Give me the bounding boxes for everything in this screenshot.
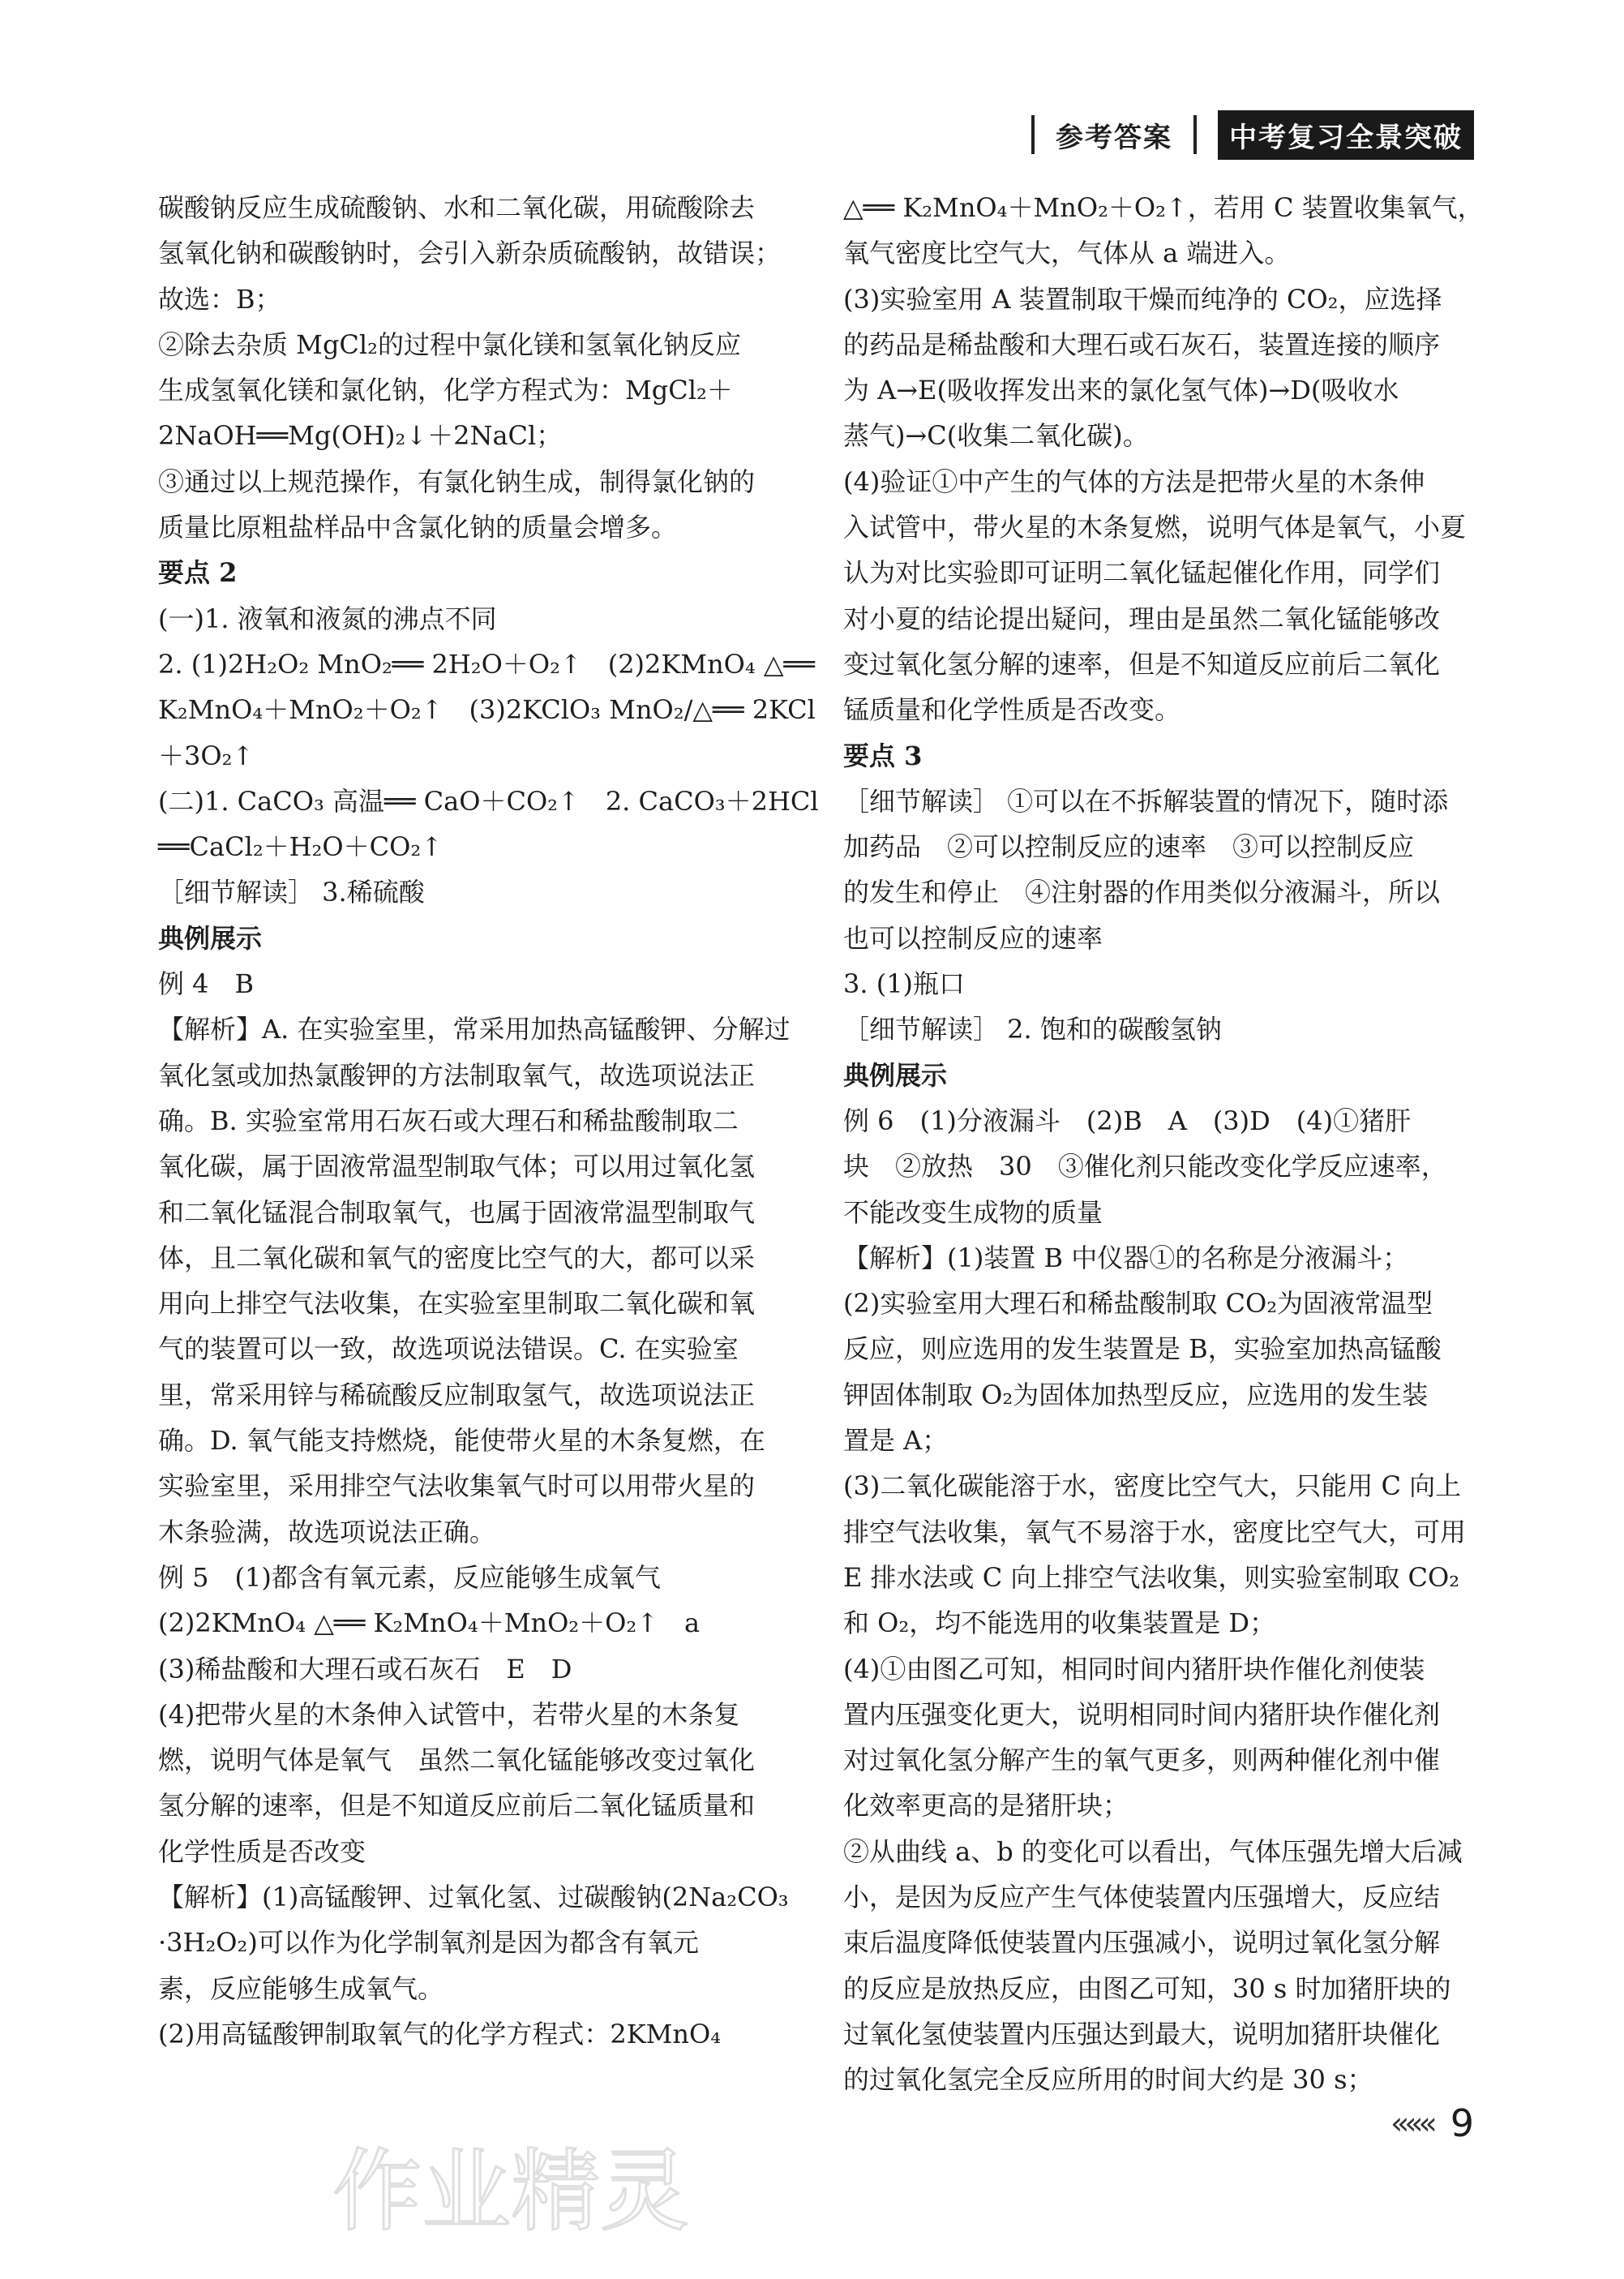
text-line: 化效率更高的是猪肝块； [843,1790,1129,1822]
text-line: 例 4 B [158,968,255,1000]
text-line: 和二氧化锰混合制取氧气，也属于固液常温型制取气 [158,1196,756,1228]
text-line: 例 6 (1)分液漏斗 (2)B A (3)D (4)①猪肝 [843,1105,1412,1136]
text-line: 也可以控制反应的速率 [843,922,1103,954]
text-line: 加药品 ②可以控制反应的速率 ③可以控制反应 [843,831,1415,863]
text-line: 氧化碳，属于固液常温型制取气体；可以用过氧化氢 [158,1151,756,1182]
section-heading: 要点 2 [158,557,238,589]
text-line: 入试管中，带火星的木条复燃，说明气体是氧气，小夏 [843,512,1467,543]
text-line: 里，常采用锌与稀硫酸反应制取氢气，故选项说法正 [158,1379,756,1410]
text-line: (2)用高锰酸钾制取氧气的化学方程式：2KMnO₄ [158,2018,722,2049]
text-line: (2)实验室用大理石和稀盐酸制取 CO₂为固液常温型 [843,1288,1433,1320]
text-line: 排空气法收集，氧气不易溶于水，密度比空气大，可用 [843,1516,1467,1547]
text-line: 确。B. 实验室常用石灰石或大理石和稀盐酸制取二 [158,1105,739,1136]
text-line: 氢氧化钠和碳酸钠时，会引入新杂质硫酸钠，故错误； [158,238,782,269]
text-line: 锰质量和化学性质是否改变。 [843,694,1181,726]
text-line: 体，且二氧化碳和氧气的密度比空气的大，都可以采 [158,1242,756,1273]
text-line: (2)2KMnO₄ △══ K₂MnO₄＋MnO₂＋O₂↑ a [158,1607,701,1639]
text-line: 用向上排空气法收集，在实验室里制取二氧化碳和氧 [158,1288,756,1320]
text-line: 的药品是稀盐酸和大理石或石灰石，装置连接的顺序 [843,328,1441,360]
text-line: 故选：B； [158,283,281,315]
text-line: ＋3O₂↑ [158,740,255,771]
text-line: ［细节解读］ 2. 饱和的碳酸氢钠 [843,1014,1222,1045]
text-line: (4)验证①中产生的气体的方法是把带火星的木条伸 [843,466,1425,497]
text-line: ［细节解读］ 3.稀硫酸 [158,877,425,908]
text-line: 例 5 (1)都含有氧元素，反应能够生成氧气 [158,1561,661,1593]
text-line: E 排水法或 C 向上排空气法收集，则实验室制取 CO₂ [843,1561,1460,1593]
text-line: 的反应是放热反应，由图乙可知，30 s 时加猪肝块的 [843,1972,1451,2004]
text-line: ②从曲线 a、b 的变化可以看出，气体压强先增大后减 [843,1835,1463,1867]
text-line: ［细节解读］ ①可以在不拆解装置的情况下，随时添 [843,785,1449,817]
text-line: 和 O₂，均不能选用的收集装置是 D； [843,1607,1276,1639]
text-line: ══CaCl₂＋H₂O＋CO₂↑ [158,831,443,863]
text-line: 【解析】(1)高锰酸钾、过氧化氢、过碳酸钠(2Na₂CO₃ [158,1881,789,1912]
text-line: 钾固体制取 O₂为固体加热型反应，应选用的发生装 [843,1379,1429,1410]
text-line: 置是 A； [843,1425,949,1457]
text-line: (二)1. CaCO₃ 高温══ CaO＋CO₂↑ 2. CaCO₃＋2HCl [158,785,819,817]
text-line: (4)①由图乙可知，相同时间内猪肝块作催化剂使装 [843,1653,1425,1685]
text-line: 的发生和停止 ④注射器的作用类似分液漏斗，所以 [843,877,1441,908]
text-line: K₂MnO₄＋MnO₂＋O₂↑ (3)2KClO₃ MnO₂/△══ 2KCl [158,694,816,726]
section-heading: 典例展示 [843,1059,948,1091]
chevron-left-icon: ««« [1390,2105,1433,2141]
text-line: 实验室里，采用排空气法收集氧气时可以用带火星的 [158,1470,756,1502]
section-heading: 典例展示 [158,922,263,954]
text-line: (3)实验室用 A 装置制取干燥而纯净的 CO₂，应选择 [843,283,1442,315]
text-line: 对过氧化氢分解产生的氧气更多，则两种催化剂中催 [843,1745,1441,1776]
text-line: △══ K₂MnO₄＋MnO₂＋O₂↑，若用 C 装置收集氧气， [843,192,1484,223]
text-line: 置内压强变化更大，说明相同时间内猪肝块作催化剂 [843,1698,1441,1730]
watermark-logo [324,2133,697,2247]
text-line: ③通过以上规范操作，有氯化钠生成，制得氯化钠的 [158,466,756,497]
svg-text:作业精灵: 作业精灵 [332,2140,689,2243]
text-line: 变过氧化氢分解的速率，但是不知道反应前后二氧化 [843,648,1441,680]
text-line: 氧化氢或加热氯酸钾的方法制取氧气，故选项说法正 [158,1059,756,1091]
page-header [1010,112,1474,157]
text-line: 蒸气)→C(收集二氧化碳)。 [843,420,1149,452]
text-line: 素，反应能够生成氧气。 [158,1972,444,2004]
text-line: 不能改变生成物的质量 [843,1196,1103,1228]
text-line: 认为对比实验即可证明二氧化锰起催化作用，同学们 [843,557,1441,589]
header-divider [1031,115,1035,154]
section-heading: 要点 3 [843,740,923,771]
text-line: (一)1. 液氧和液氮的沸点不同 [158,603,497,634]
page-footer [1390,2101,1474,2145]
header-label: 参考答案 [1056,121,1172,154]
text-line: 小，是因为反应产生气体使装置内压强增大，反应结 [843,1881,1441,1912]
text-line: 质量比原粗盐样品中含氯化钠的质量会增多。 [158,512,678,543]
text-line: 氢分解的速率，但是不知道反应前后二氧化锰质量和 [158,1790,756,1822]
right-column [843,185,1504,2102]
text-line: (3)二氧化碳能溶于水，密度比空气大，只能用 C 向上 [843,1470,1462,1502]
left-column [158,185,819,2057]
text-line: 确。D. 氧气能支持燃烧，能使带火星的木条复燃，在 [158,1425,765,1457]
header-divider [1193,115,1197,154]
text-line: 束后温度降低使装置内压强减小，说明过氧化氢分解 [843,1927,1441,1959]
text-line: ·3H₂O₂)可以作为化学制氧剂是因为都含有氧元 [158,1927,699,1959]
text-line: 反应，则应选用的发生装置是 B，实验室加热高锰酸 [843,1333,1442,1365]
text-line: 碳酸钠反应生成硫酸钠、水和二氧化碳，用硫酸除去 [158,192,756,223]
text-line: 木条验满，故选项说法正确。 [158,1516,496,1547]
text-line: 为 A→E(吸收挥发出来的氯化氢气体)→D(吸收水 [843,375,1399,406]
text-line: 氧气密度比空气大，气体从 a 端进入。 [843,238,1291,269]
text-line: 【解析】(1)装置 B 中仪器①的名称是分液漏斗； [843,1242,1409,1273]
text-line: 生成氢氧化镁和氯化钠，化学方程式为：MgCl₂＋ [158,375,733,406]
header-title: 中考复习全景突破 [1218,110,1474,160]
text-line: 的过氧化氢完全反应所用的时间大约是 30 s； [843,2064,1373,2096]
text-line: 过氧化氢使装置内压强达到最大，说明加猪肝块催化 [843,2018,1441,2049]
text-line: 化学性质是否改变 [158,1835,366,1867]
text-line: 2. (1)2H₂O₂ MnO₂══ 2H₂O＋O₂↑ (2)2KMnO₄ △══ [158,648,816,680]
text-line: 块 ②放热 30 ③催化剂只能改变化学反应速率， [843,1151,1447,1182]
text-line: (4)把带火星的木条伸入试管中，若带火星的木条复 [158,1698,740,1730]
text-line: 气的装置可以一致，故选项说法错误。C. 在实验室 [158,1333,739,1365]
text-line: 燃，说明气体是氧气 虽然二氧化锰能够改变过氧化 [158,1745,756,1776]
text-line: 3. (1)瓶口 [843,968,966,1000]
page-number: 9 [1450,2101,1474,2145]
text-line: 【解析】A. 在实验室里，常采用加热高锰酸钾、分解过 [158,1014,791,1045]
text-line: 对小夏的结论提出疑问，理由是虽然二氧化锰能够改 [843,603,1441,634]
text-line: ②除去杂质 MgCl₂的过程中氯化镁和氢氧化钠反应 [158,328,741,360]
text-line: (3)稀盐酸和大理石或石灰石 E D [158,1653,572,1685]
text-line: 2NaOH══Mg(OH)₂↓＋2NaCl； [158,420,563,452]
